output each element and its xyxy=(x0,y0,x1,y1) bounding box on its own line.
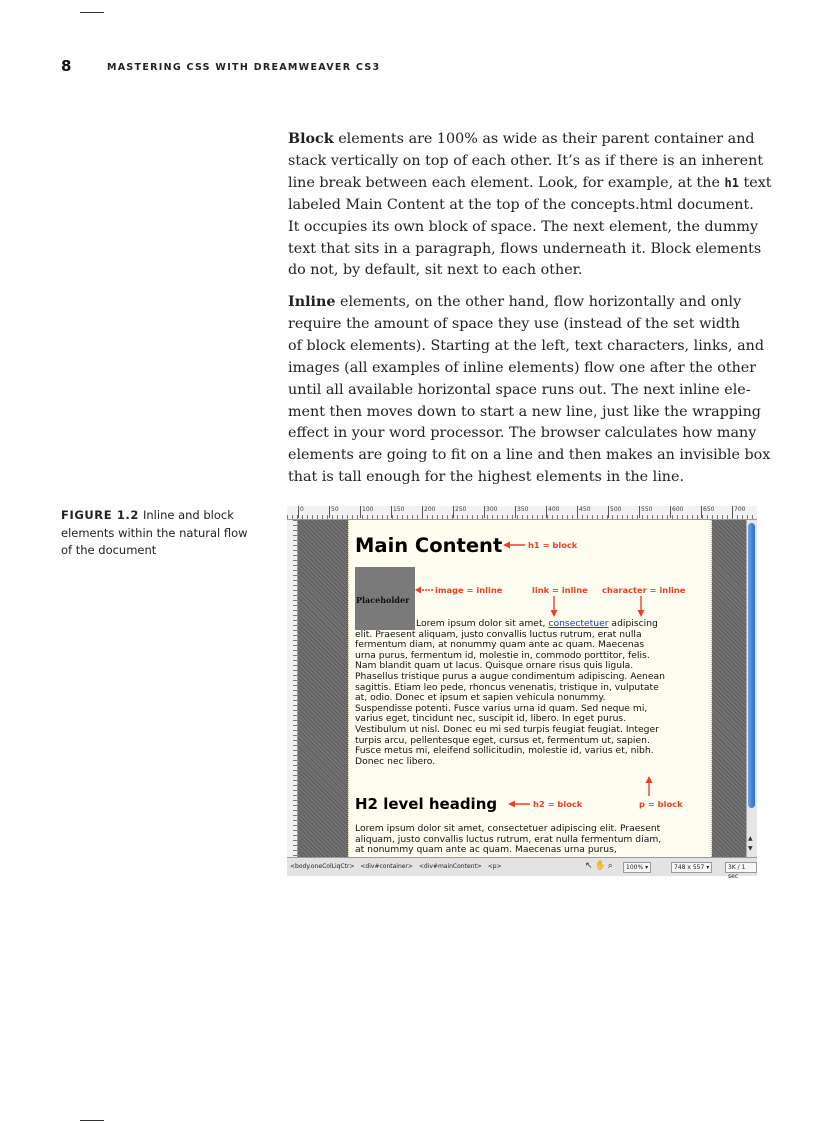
annotation-image-inline: image = inline xyxy=(435,585,503,595)
ruler-tick: 450 xyxy=(579,506,591,513)
body-paragraph-block: Block elements are 100% as wide as their parent container and stack vertically on top of each other. It’s as if there is an inherent line break between each element. Look, for example, at the h1 text labeled Main Content at the top of the concepts.html document. It occupies its own block of space. The next element, the dummy text that sits in a paragraph, flows underneath it. Block elements do not, by default, sit next to each other. xyxy=(288,131,772,279)
design-view xyxy=(298,520,746,857)
tag-div-maincontent[interactable]: <div#mainContent> xyxy=(418,863,482,870)
ruler-tick: 200 xyxy=(424,506,436,513)
dreamweaver-screenshot xyxy=(287,506,757,880)
text-line: at, odio. Donec et ipsum et sapien vehicula nonummy. xyxy=(355,692,606,704)
ruler-tick: 250 xyxy=(455,506,467,513)
tag-p[interactable]: <p> xyxy=(487,863,502,870)
crop-mark-top xyxy=(80,12,104,13)
scroll-thumb[interactable] xyxy=(748,523,755,808)
arrowhead-character xyxy=(638,610,645,617)
text-line: at nonummy quam ante ac quam. Maecenas urna purus, xyxy=(355,844,617,856)
figure-caption-text: Inline and block elements within the natural flow of the document xyxy=(61,508,248,557)
main-content-heading: Main Content xyxy=(355,534,503,557)
ruler-tick: 50 xyxy=(331,506,339,513)
annotation-link-inline: link = inline xyxy=(532,585,588,595)
arrowhead-h1 xyxy=(503,542,510,549)
hand-tool-icon[interactable]: ✋ xyxy=(594,861,608,871)
text-line: Phasellus tristique purus a augue condimentum adipiscing. Aenean xyxy=(355,670,665,682)
consectetuer-link[interactable]: consectetuer xyxy=(548,618,609,629)
ruler-tick: 500 xyxy=(610,506,622,513)
tag-body[interactable]: <body.oneColLiqCtr> xyxy=(290,863,355,870)
ruler-tick: 0 xyxy=(300,506,304,513)
horizontal-ruler xyxy=(287,506,757,520)
document-page xyxy=(348,520,712,857)
ruler-tick: 700 xyxy=(734,506,746,513)
ruler-tick: 650 xyxy=(703,506,715,513)
text-line: urna purus, fermentum id, molestie in, commodo porttitor, felis. xyxy=(355,649,650,661)
ruler-tick: 400 xyxy=(548,506,560,513)
zoom-tool-icon[interactable]: ⌕ xyxy=(607,861,615,871)
scroll-down-icon[interactable]: ▼ xyxy=(748,845,753,852)
annotation-h2-block: h2 = block xyxy=(533,799,583,809)
term-inline: Inline xyxy=(288,294,336,310)
vertical-ruler xyxy=(287,520,298,857)
code-h1: h1 xyxy=(724,175,739,190)
ruler-tick: 600 xyxy=(672,506,684,513)
running-head: MASTERING CSS WITH DREAMWEAVER CS3 xyxy=(107,62,381,73)
placeholder-label: Placeholder xyxy=(356,595,410,605)
arrowhead-image xyxy=(415,587,421,594)
arrowhead-link xyxy=(551,610,558,617)
text-line: Suspendisse potenti. Fusce varius urna id quam. Sed neque mi, xyxy=(355,702,648,714)
text-line: Fusce metus mi, eleifend sollicitudin, molestie id, varius et, nibh. xyxy=(355,745,654,757)
text-line: fermentum diam, at nonummy quam ante ac quam. Maecenas xyxy=(355,639,645,651)
page-number: 8 xyxy=(61,57,72,75)
arrowhead-h2 xyxy=(508,801,515,808)
annotation-h1-block: h1 = block xyxy=(528,540,578,550)
text-line: Donec nec libero. xyxy=(355,755,436,767)
status-tools xyxy=(585,861,615,871)
pointer-tool-icon[interactable]: ↖ xyxy=(585,861,595,871)
ruler-tick: 350 xyxy=(517,506,529,513)
scroll-up-icon[interactable]: ▲ xyxy=(748,835,753,842)
text-line: turpis arcu, pellentesque eget, cursus et, fermentum ut, sapien. xyxy=(355,734,650,746)
figure-caption xyxy=(61,507,261,560)
annotation-p-block: p = block xyxy=(639,799,683,809)
text-line: varius eget, tincidunt nec, suscipit id, libero. In eget purus. xyxy=(355,713,627,725)
crop-mark-bottom xyxy=(80,1120,104,1121)
annotation-arrows xyxy=(349,520,711,857)
figure-label: FIGURE 1.2 xyxy=(61,508,139,522)
tag-selector xyxy=(290,863,506,870)
tag-div-container[interactable]: <div#container> xyxy=(360,863,413,870)
text-line: elit. Praesent aliquam, justo convallis luctus rutrum, erat nulla xyxy=(355,628,642,640)
text-line: aliquam, justo convallis luctus rutrum, erat nulla fermentum diam, xyxy=(355,833,662,845)
text-line: Nam blandit quam ut lacus. Quisque ornare risus quis ligula. xyxy=(355,660,634,672)
vertical-scrollbar[interactable] xyxy=(746,520,757,857)
text-line: Lorem ipsum dolor sit amet, consectetuer adipiscing elit. Praesent xyxy=(355,823,661,834)
window-size-select[interactable]: 748 x 557 ▾ xyxy=(671,862,712,873)
status-bar xyxy=(287,857,757,880)
ruler-tick: 550 xyxy=(641,506,653,513)
ruler-tick: 100 xyxy=(362,506,374,513)
annotation-character-inline: character = inline xyxy=(602,585,686,595)
download-time: 3K / 1 sec xyxy=(725,862,757,873)
h2-heading: H2 level heading xyxy=(355,795,498,813)
arrowhead-p xyxy=(646,776,653,783)
body-paragraph-inline: Inline elements, on the other hand, flow horizontally and only require the amount of space they use (instead of the set width of block elements). Starting at the left, text characters, links, and images (all examples of inline elements) flow one after the other until all available horizontal space runs out. The next inline ele- ment then moves down to start a new line, just like the wrapping effect in your word processor. The browser calculates how many elements are going to fit on a line and then makes an invisible box that is tall enough for the highest elements in the line. xyxy=(288,294,771,486)
ruler-tick: 150 xyxy=(393,506,405,513)
text-line: sagittis. Etiam leo pede, rhoncus venenatis, tristique in, vulputate xyxy=(355,681,659,693)
term-block: Block xyxy=(288,131,334,147)
ruler-tick: 300 xyxy=(486,506,498,513)
lorem-first-line: Lorem ipsum dolor sit amet, consectetuer adipiscing xyxy=(416,618,658,629)
text-line: Vestibulum ut nisl. Donec eu mi sed turpis feugiat feugiat. Integer xyxy=(355,723,659,735)
zoom-select[interactable]: 100% ▾ xyxy=(623,862,651,873)
